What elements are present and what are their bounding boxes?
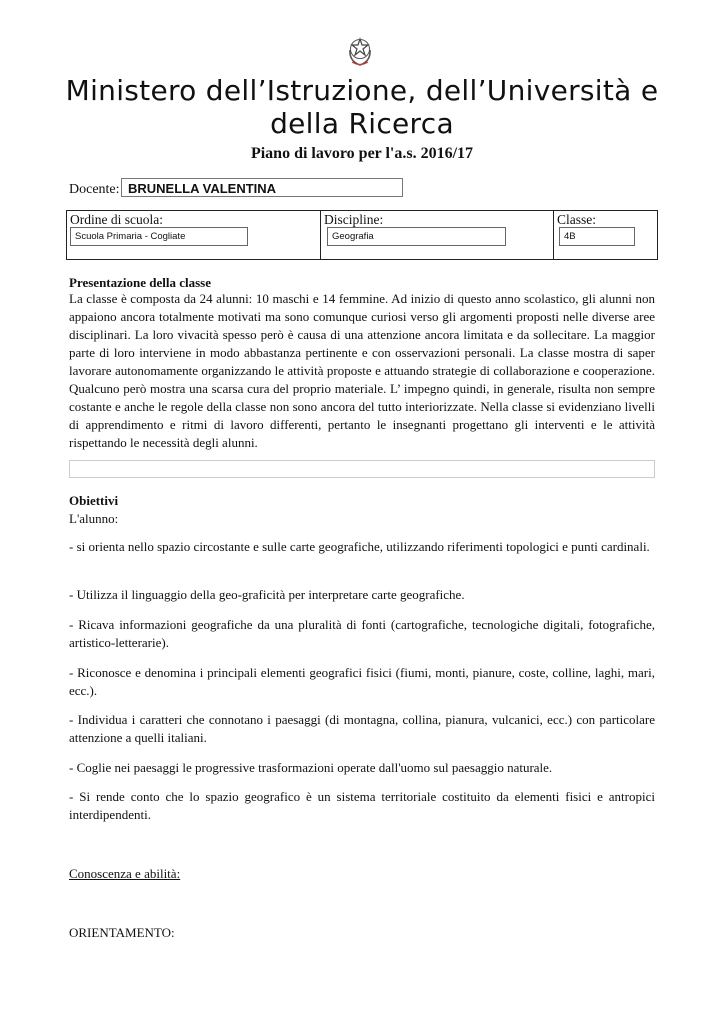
objective-item: - Individua i caratteri che connotano i paesaggi (di montagna, collina, pianura, vulcanici, ecc.) con particolare attenzione a quelli italiani. [69, 712, 655, 745]
classe-field[interactable]: 4B [559, 227, 635, 246]
docente-field[interactable]: BRUNELLA VALENTINA [121, 178, 403, 197]
presentazione-text: La classe è composta da 24 alunni: 10 maschi e 14 femmine. Ad inizio di questo anno scolastico, gli alunni non appaiono ancora totalmente motivati ma sono comunque curiosi verso gli argomenti proposti nelle diverse aree disciplinari. La loro vivacità spesso però è causa di una attenzione ancora limitata e da sollecitare. La maggior parte di loro interviene in modo abbastanza pertinente e con osservazioni personali. La classe mostra di saper lavorare autonomamente organizzando le attività proposte e attuando strategie di collaborazione e cooperazione. Qualcuno però mostra una scarsa cura del proprio materiale. L’ impegno quindi, in generale, risulta non sempre costante e anche le regole della classe non sono ancora del tutto interiorizzate. Nella classe si evidenziano livelli di apprendimento e ritmi di lavoro differenti, pertanto le insegnanti progettano gli interventi e le attività rispettando le necessità degli alunni. [69, 291, 655, 450]
italian-republic-emblem-icon [345, 36, 375, 68]
orientamento-heading: ORIENTAMENTO: [69, 925, 175, 940]
obiettivi-heading: Obiettivi [69, 493, 119, 508]
discipline-cell [320, 211, 553, 259]
empty-text-field[interactable] [69, 460, 655, 478]
conoscenza-heading: Conoscenza e abilità: [69, 866, 181, 881]
obiettivi-intro: L'alunno: [69, 511, 119, 526]
classe-label: Classe: [557, 212, 596, 227]
objective-item: - si orienta nello spazio circostante e sulle carte geografiche, utilizzando riferimenti topologici e punti cardinali. [69, 539, 650, 554]
objective-item: - Ricava informazioni geografiche da una pluralità di fonti (cartografiche, tecnologiche digitali, fotografiche, artistico-letterarie). [69, 617, 655, 650]
presentazione-heading: Presentazione della classe [69, 275, 212, 290]
info-table [66, 210, 658, 260]
objective-item: - Si rende conto che lo spazio geografico è un sistema territoriale costituito da elementi fisici e antropici interdipendenti. [69, 789, 655, 822]
docente-label: Docente: [69, 182, 120, 197]
plan-title: Piano di lavoro per l'a.s. 2016/17 [250, 145, 474, 162]
classe-cell [553, 211, 656, 259]
discipline-field[interactable]: Geografia [327, 227, 506, 246]
objective-item: - Coglie nei paesaggi le progressive trasformazioni operate dall'uomo sul paesaggio naturale. [69, 760, 553, 775]
objective-item: - Riconosce e denomina i principali elementi geografici fisici (fiumi, monti, pianure, coste, colline, laghi, mari, ecc.). [69, 665, 655, 698]
objective-item: - Utilizza il linguaggio della geo-graficità per interpretare carte geografiche. [69, 587, 465, 602]
ordine-label: Ordine di scuola: [70, 212, 163, 227]
discipline-label: Discipline: [324, 212, 384, 227]
ordine-field[interactable]: Scuola Primaria - Cogliate [70, 227, 248, 246]
ordine-cell [67, 211, 320, 259]
ministry-title: Ministero dell’Istruzione, dell’Università e della Ricerca [65, 74, 659, 136]
